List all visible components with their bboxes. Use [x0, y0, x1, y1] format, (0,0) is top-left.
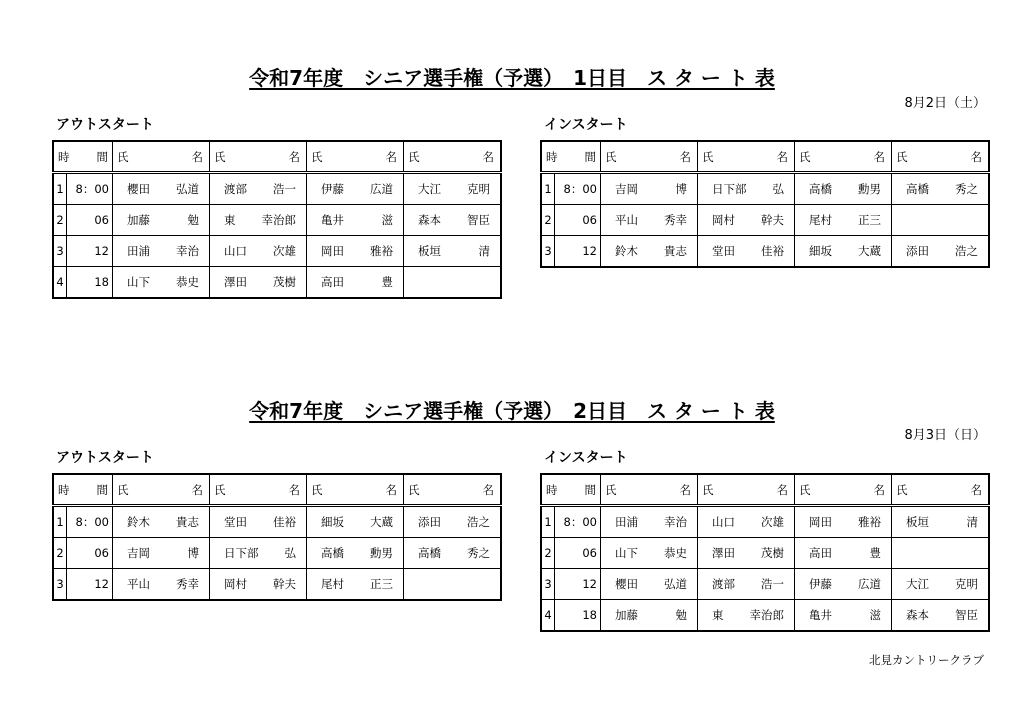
day2-title: 令和7年度 シニア選手権（予選） 2日目 ス タ ー ト 表: [249, 399, 775, 423]
player-surname: 岡田: [321, 244, 344, 258]
player-surname: 吉岡: [127, 546, 150, 560]
club-name: 北見カントリークラブ: [869, 653, 984, 667]
player-cell: [404, 538, 502, 569]
player-surname: 岡田: [809, 515, 832, 529]
start-time: 06: [555, 205, 601, 236]
player-cell: [601, 569, 698, 600]
name-header: [113, 141, 210, 173]
table-row: [53, 205, 501, 236]
player-given-name: 貴志: [664, 244, 687, 258]
start-time: 8：00: [555, 506, 601, 538]
player-cell: [601, 538, 698, 569]
player-given-name: 秀幸: [176, 577, 199, 591]
player-cell: [892, 538, 990, 569]
time-header-left: 時: [58, 482, 70, 497]
player-given-name: 智臣: [955, 608, 978, 622]
name-header-right: 名: [482, 149, 494, 164]
player-given-name: 恭史: [176, 275, 199, 289]
player-given-name: 清: [478, 244, 490, 258]
player-surname: 山下: [127, 275, 150, 289]
name-header-left: 氏: [214, 482, 226, 497]
player-given-name: 勉: [187, 213, 199, 227]
player-surname: 櫻田: [615, 577, 638, 591]
name-header-right: 名: [288, 149, 300, 164]
table-row: [53, 569, 501, 601]
player-surname: 吉岡: [615, 182, 638, 196]
player-cell: [892, 600, 990, 632]
day2-out-table: [52, 473, 502, 601]
player-cell: [795, 506, 892, 538]
player-cell: [307, 236, 404, 267]
name-header-left: 氏: [408, 149, 420, 164]
player-given-name: 智臣: [467, 213, 490, 227]
player-surname: 山口: [712, 515, 735, 529]
time-header: [53, 474, 113, 506]
name-header: [601, 141, 698, 173]
player-cell: [795, 173, 892, 205]
player-given-name: 秀幸: [664, 213, 687, 227]
player-given-name: 秀之: [955, 182, 978, 196]
time-header: [541, 474, 601, 506]
name-header: [210, 141, 307, 173]
player-surname: 尾村: [809, 213, 832, 227]
name-header-right: 名: [873, 482, 885, 497]
player-surname: 日下部: [224, 546, 259, 560]
time-header-right: 間: [96, 482, 108, 497]
name-header-right: 名: [776, 149, 788, 164]
player-cell: [698, 569, 795, 600]
player-given-name: 豊: [869, 546, 881, 560]
name-header: [795, 474, 892, 506]
day2-in-label: インスタート: [544, 450, 628, 466]
time-header-left: 時: [546, 149, 558, 164]
player-cell: [307, 538, 404, 569]
player-cell: [307, 173, 404, 205]
player-cell: [307, 267, 404, 299]
player-given-name: 滋: [381, 213, 393, 227]
player-cell: [113, 569, 210, 601]
player-given-name: 博: [675, 182, 687, 196]
time-header: [541, 141, 601, 173]
name-header-right: 名: [191, 482, 203, 497]
name-header-right: 名: [776, 482, 788, 497]
time-header-right: 間: [96, 149, 108, 164]
player-surname: 岡村: [712, 213, 735, 227]
player-given-name: 勳男: [370, 546, 393, 560]
player-cell: [601, 600, 698, 632]
player-surname: 日下部: [712, 182, 747, 196]
player-surname: 田浦: [127, 244, 150, 258]
player-surname: 澤田: [712, 546, 735, 560]
player-cell: [601, 173, 698, 205]
player-given-name: 秀之: [467, 546, 490, 560]
player-given-name: 大蔵: [858, 244, 881, 258]
player-cell: [892, 506, 990, 538]
name-header-right: 名: [970, 149, 982, 164]
player-surname: 高田: [321, 275, 344, 289]
start-time: 8：00: [67, 173, 113, 205]
name-header-left: 氏: [702, 149, 714, 164]
table-row: [541, 506, 989, 538]
player-surname: 森本: [906, 608, 929, 622]
player-cell: [210, 506, 307, 538]
start-time: 12: [67, 569, 113, 601]
player-given-name: 幹夫: [273, 577, 296, 591]
player-given-name: 幹夫: [761, 213, 784, 227]
player-surname: 伊藤: [809, 577, 832, 591]
name-header-left: 氏: [408, 482, 420, 497]
day2-date: 8月3日（日）: [904, 428, 986, 443]
player-surname: 加藤: [615, 608, 638, 622]
player-given-name: 浩一: [273, 182, 296, 196]
player-given-name: 貴志: [176, 515, 199, 529]
player-cell: [795, 538, 892, 569]
player-cell: [210, 538, 307, 569]
player-cell: [210, 205, 307, 236]
player-cell: [601, 236, 698, 268]
player-surname: 尾村: [321, 577, 344, 591]
group-number: 3: [53, 236, 67, 267]
player-cell: [307, 506, 404, 538]
player-given-name: 浩一: [761, 577, 784, 591]
player-given-name: 広道: [858, 577, 881, 591]
player-given-name: 弘道: [664, 577, 687, 591]
player-given-name: 茂樹: [273, 275, 296, 289]
table-row: [53, 267, 501, 299]
player-given-name: 大蔵: [370, 515, 393, 529]
header-row: [541, 141, 989, 173]
header-row: [541, 474, 989, 506]
player-surname: 岡村: [224, 577, 247, 591]
name-header-right: 名: [288, 482, 300, 497]
table-row: [53, 538, 501, 569]
player-cell: [698, 236, 795, 268]
start-time: 18: [555, 600, 601, 632]
player-surname: 伊藤: [321, 182, 344, 196]
player-cell: [210, 236, 307, 267]
player-surname: 大江: [906, 577, 929, 591]
player-surname: 堂田: [224, 515, 247, 529]
group-number: 2: [53, 538, 67, 569]
name-header: [601, 474, 698, 506]
day1-in-table: [540, 140, 990, 268]
table-row: [53, 236, 501, 267]
player-surname: 高橋: [809, 182, 832, 196]
name-header-left: 氏: [117, 482, 129, 497]
start-time: 06: [67, 538, 113, 569]
player-cell: [795, 205, 892, 236]
name-header-right: 名: [970, 482, 982, 497]
player-cell: [795, 600, 892, 632]
day1-out-table: [52, 140, 502, 299]
player-cell: [698, 173, 795, 205]
player-given-name: 幸治郎: [261, 213, 296, 227]
player-cell: [795, 236, 892, 268]
name-header: [113, 474, 210, 506]
name-header: [698, 141, 795, 173]
day1-in-label: インスタート: [544, 117, 628, 133]
name-header-left: 氏: [896, 482, 908, 497]
player-cell: [113, 205, 210, 236]
group-number: 2: [53, 205, 67, 236]
group-number: 3: [541, 236, 555, 268]
player-given-name: 豊: [381, 275, 393, 289]
header-row: [53, 141, 501, 173]
player-surname: 細坂: [321, 515, 344, 529]
player-surname: 堂田: [712, 244, 735, 258]
name-header: [892, 141, 990, 173]
player-cell: [404, 267, 502, 299]
player-given-name: 浩之: [467, 515, 490, 529]
name-header-left: 氏: [605, 149, 617, 164]
table-row: [541, 600, 989, 632]
name-header-right: 名: [679, 482, 691, 497]
group-number: 4: [53, 267, 67, 299]
player-given-name: 茂樹: [761, 546, 784, 560]
player-cell: [404, 236, 502, 267]
name-header: [404, 141, 502, 173]
group-number: 4: [541, 600, 555, 632]
player-surname: 鈴木: [127, 515, 150, 529]
player-surname: 鈴木: [615, 244, 638, 258]
player-given-name: 勉: [675, 608, 687, 622]
name-header-right: 名: [385, 149, 397, 164]
player-given-name: 幸治郎: [749, 608, 784, 622]
group-number: 1: [53, 506, 67, 538]
header-row: [53, 474, 501, 506]
player-cell: [307, 205, 404, 236]
player-surname: 澤田: [224, 275, 247, 289]
player-given-name: 滋: [869, 608, 881, 622]
player-given-name: 浩之: [955, 244, 978, 258]
name-header-left: 氏: [311, 482, 323, 497]
player-given-name: 次雄: [761, 515, 784, 529]
table-row: [53, 506, 501, 538]
player-cell: [601, 205, 698, 236]
player-cell: [601, 506, 698, 538]
player-cell: [210, 267, 307, 299]
player-given-name: 弘: [284, 546, 296, 560]
name-header-left: 氏: [214, 149, 226, 164]
table-row: [53, 173, 501, 205]
player-surname: 高橋: [418, 546, 441, 560]
player-given-name: 次雄: [273, 244, 296, 258]
name-header-right: 名: [679, 149, 691, 164]
player-given-name: 克明: [467, 182, 490, 196]
player-surname: 大江: [418, 182, 441, 196]
name-header-left: 氏: [799, 482, 811, 497]
player-given-name: 弘: [772, 182, 784, 196]
player-surname: 平山: [127, 577, 150, 591]
player-given-name: 雅裕: [370, 244, 393, 258]
group-number: 3: [53, 569, 67, 601]
time-header-right: 間: [584, 482, 596, 497]
day2-out-label: アウトスタート: [56, 450, 154, 466]
name-header-right: 名: [873, 149, 885, 164]
player-surname: 田浦: [615, 515, 638, 529]
player-given-name: 勳男: [858, 182, 881, 196]
table-row: [541, 205, 989, 236]
player-cell: [698, 205, 795, 236]
player-given-name: 佳裕: [761, 244, 784, 258]
player-surname: 板垣: [418, 244, 441, 258]
player-cell: [113, 173, 210, 205]
name-header: [307, 474, 404, 506]
player-given-name: 克明: [955, 577, 978, 591]
time-header: [53, 141, 113, 173]
day1-date: 8月2日（土）: [904, 96, 986, 111]
player-cell: [404, 205, 502, 236]
name-header: [307, 141, 404, 173]
player-given-name: 正三: [370, 577, 393, 591]
name-header: [892, 474, 990, 506]
name-header: [698, 474, 795, 506]
time-header-left: 時: [546, 482, 558, 497]
player-cell: [698, 538, 795, 569]
player-surname: 細坂: [809, 244, 832, 258]
player-surname: 東: [224, 213, 236, 227]
day1-out-label: アウトスタート: [56, 117, 154, 133]
group-number: 2: [541, 205, 555, 236]
player-surname: 加藤: [127, 213, 150, 227]
player-surname: 平山: [615, 213, 638, 227]
player-cell: [210, 569, 307, 601]
player-cell: [698, 600, 795, 632]
player-given-name: 清: [966, 515, 978, 529]
player-surname: 渡部: [224, 182, 247, 196]
start-time: 8：00: [555, 173, 601, 205]
name-header-left: 氏: [799, 149, 811, 164]
start-time: 12: [555, 236, 601, 268]
player-given-name: 幸治: [176, 244, 199, 258]
player-cell: [113, 506, 210, 538]
name-header-right: 名: [385, 482, 397, 497]
name-header-left: 氏: [605, 482, 617, 497]
player-surname: 板垣: [906, 515, 929, 529]
table-row: [541, 173, 989, 205]
name-header-left: 氏: [702, 482, 714, 497]
player-cell: [892, 173, 990, 205]
player-surname: 亀井: [321, 213, 344, 227]
player-surname: 渡部: [712, 577, 735, 591]
name-header-left: 氏: [311, 149, 323, 164]
group-number: 1: [541, 506, 555, 538]
start-time: 8：00: [67, 506, 113, 538]
player-surname: 森本: [418, 213, 441, 227]
player-cell: [892, 205, 990, 236]
player-cell: [113, 236, 210, 267]
player-cell: [307, 569, 404, 601]
start-time: 18: [67, 267, 113, 299]
time-header-left: 時: [58, 149, 70, 164]
player-cell: [892, 569, 990, 600]
group-number: 1: [541, 173, 555, 205]
player-surname: 高橋: [906, 182, 929, 196]
player-given-name: 弘道: [176, 182, 199, 196]
player-surname: 高橋: [321, 546, 344, 560]
player-cell: [113, 538, 210, 569]
player-cell: [404, 173, 502, 205]
table-row: [541, 236, 989, 268]
group-number: 1: [53, 173, 67, 205]
name-header-right: 名: [191, 149, 203, 164]
player-cell: [892, 236, 990, 268]
name-header: [795, 141, 892, 173]
player-cell: [113, 267, 210, 299]
player-cell: [698, 506, 795, 538]
name-header-left: 氏: [896, 149, 908, 164]
group-number: 3: [541, 569, 555, 600]
player-surname: 山口: [224, 244, 247, 258]
player-cell: [404, 506, 502, 538]
player-surname: 高田: [809, 546, 832, 560]
table-row: [541, 538, 989, 569]
time-header-right: 間: [584, 149, 596, 164]
player-cell: [404, 569, 502, 601]
group-number: 2: [541, 538, 555, 569]
player-surname: 添田: [418, 515, 441, 529]
player-surname: 添田: [906, 244, 929, 258]
player-surname: 櫻田: [127, 182, 150, 196]
player-surname: 亀井: [809, 608, 832, 622]
name-header: [404, 474, 502, 506]
day2-in-table: [540, 473, 990, 632]
player-given-name: 雅裕: [858, 515, 881, 529]
player-cell: [210, 173, 307, 205]
start-time: 12: [555, 569, 601, 600]
start-time: 06: [67, 205, 113, 236]
name-header-right: 名: [482, 482, 494, 497]
player-cell: [795, 569, 892, 600]
name-header: [210, 474, 307, 506]
player-given-name: 正三: [858, 213, 881, 227]
player-surname: 東: [712, 608, 724, 622]
name-header-left: 氏: [117, 149, 129, 164]
player-given-name: 広道: [370, 182, 393, 196]
player-given-name: 恭史: [664, 546, 687, 560]
table-row: [541, 569, 989, 600]
player-surname: 山下: [615, 546, 638, 560]
player-given-name: 幸治: [664, 515, 687, 529]
start-time: 12: [67, 236, 113, 267]
player-given-name: 博: [187, 546, 199, 560]
player-given-name: 佳裕: [273, 515, 296, 529]
start-time: 06: [555, 538, 601, 569]
day1-title: 令和7年度 シニア選手権（予選） 1日目 ス タ ー ト 表: [249, 66, 775, 90]
